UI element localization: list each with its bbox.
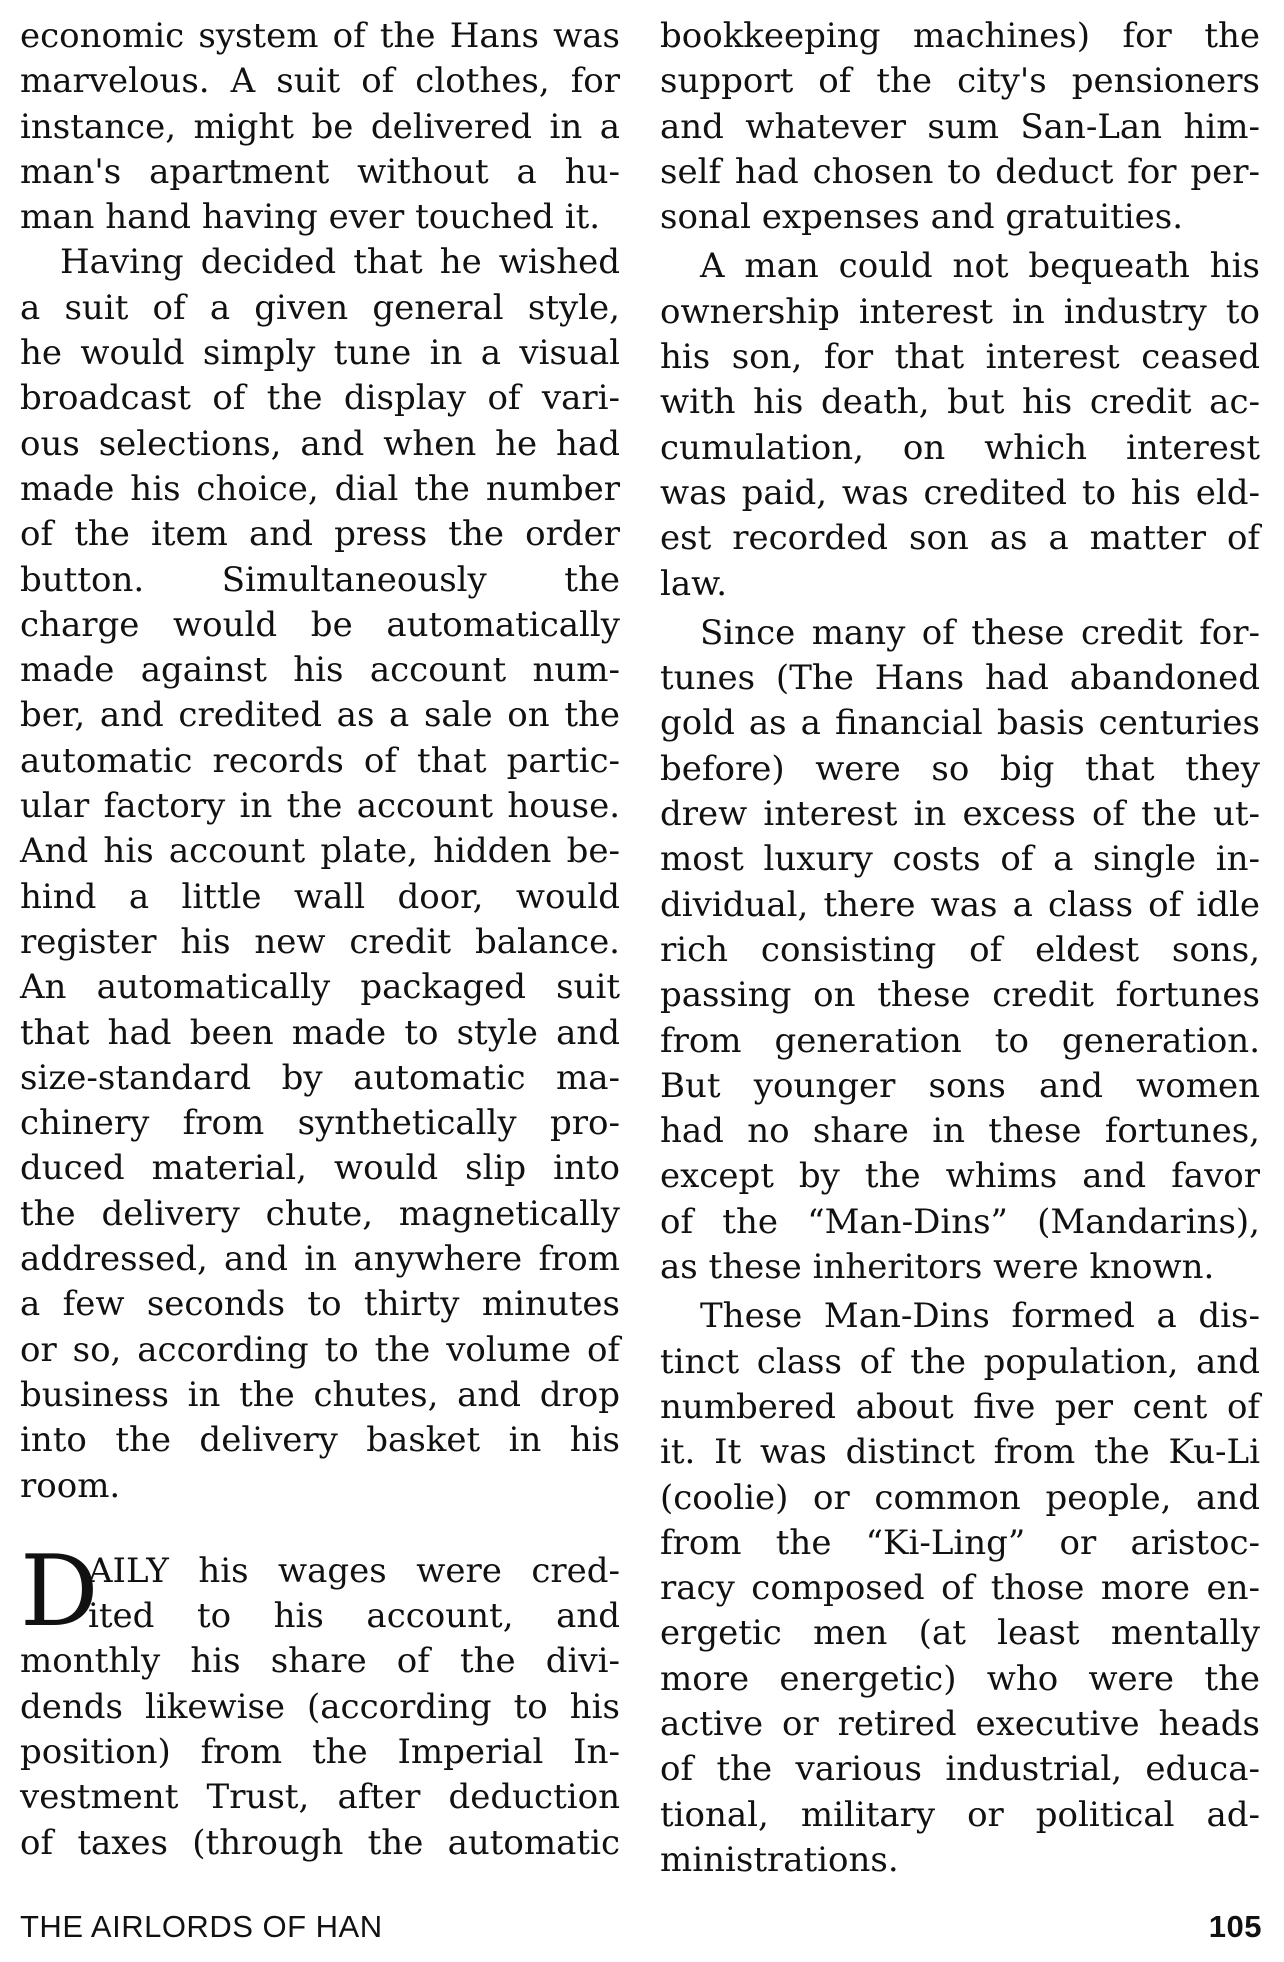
text-line: room. bbox=[20, 1465, 121, 1506]
text-line: tinct class of the population, and bbox=[660, 1341, 1260, 1382]
text-line: automatic records of that partic- bbox=[20, 740, 620, 781]
text-line: before) were so big that they bbox=[660, 748, 1260, 789]
text-line: made against his account num- bbox=[20, 650, 620, 691]
text-line: chinery from synthetically pro- bbox=[20, 1103, 620, 1144]
text-line: active or retired executive heads bbox=[660, 1703, 1260, 1744]
text-line: An automatically packaged suit bbox=[20, 967, 620, 1008]
left-text-column bbox=[20, 14, 620, 1866]
text-line: Having decided that he wished bbox=[60, 242, 620, 283]
text-line: But younger sons and women bbox=[660, 1065, 1260, 1106]
text-line: cumulation, on which interest bbox=[660, 427, 1260, 468]
text-line: most luxury costs of a single in- bbox=[660, 839, 1260, 880]
text-line: Since many of these credit for- bbox=[700, 612, 1260, 653]
text-line: tional, military or political ad- bbox=[660, 1794, 1260, 1835]
text-line: more energetic) who were the bbox=[660, 1658, 1260, 1699]
text-line: man's apartment without a hu- bbox=[20, 151, 620, 192]
page-footer bbox=[20, 1905, 1262, 1949]
text-line: except by the whims and favor bbox=[660, 1156, 1260, 1197]
text-line: passing on these credit fortunes bbox=[660, 975, 1260, 1016]
text-line: his son, for that interest ceased bbox=[660, 337, 1260, 378]
text-line: was paid, was credited to his eld- bbox=[660, 472, 1260, 513]
text-line: hind a little wall door, would bbox=[20, 876, 620, 917]
text-line: with his death, but his credit ac- bbox=[660, 382, 1260, 423]
text-line: broadcast of the display of vari- bbox=[20, 378, 620, 419]
text-line: ited to his account, and bbox=[88, 1596, 620, 1637]
text-line: size-standard by automatic ma- bbox=[20, 1057, 620, 1098]
text-line: numbered about five per cent of bbox=[660, 1386, 1260, 1427]
text-line: support of the city's pensioners bbox=[660, 61, 1260, 102]
text-line: or so, according to the volume of bbox=[20, 1329, 620, 1370]
text-line: of the item and press the order bbox=[20, 514, 620, 555]
paragraph bbox=[660, 244, 1260, 606]
text-line: drew interest in excess of the ut- bbox=[660, 794, 1260, 835]
right-text-column bbox=[660, 14, 1260, 1883]
text-line: it. It was distinct from the Ku-Li bbox=[660, 1432, 1260, 1473]
text-line: a few seconds to thirty minutes bbox=[20, 1284, 620, 1325]
text-line: and whatever sum San-Lan him- bbox=[660, 106, 1260, 147]
text-line: dends likewise (according to his bbox=[20, 1686, 620, 1727]
text-line: ous selections, and when he had bbox=[20, 423, 620, 464]
text-line: register his new credit balance. bbox=[20, 921, 620, 962]
text-line: ular factory in the account house. bbox=[20, 786, 620, 827]
text-line: And his account plate, hidden be- bbox=[20, 831, 620, 872]
text-line: from the “Ki-Ling” or aristoc- bbox=[660, 1522, 1260, 1563]
text-line: ber, and credited as a sale on the bbox=[20, 695, 620, 736]
paragraph bbox=[20, 14, 620, 240]
text-line: racy composed of those more en- bbox=[660, 1568, 1260, 1609]
text-line: marvelous. A suit of clothes, for bbox=[20, 61, 620, 102]
text-line: vestment Trust, after deduction bbox=[20, 1777, 620, 1818]
text-line: These Man-Dins formed a dis- bbox=[700, 1296, 1260, 1337]
text-line: rich consisting of eldest sons, bbox=[660, 929, 1260, 970]
text-line: ministrations. bbox=[660, 1839, 899, 1880]
text-line: addressed, and in anywhere from bbox=[20, 1239, 620, 1280]
text-line: dividual, there was a class of idle bbox=[660, 884, 1260, 925]
text-line: ergetic men (at least mentally bbox=[660, 1613, 1260, 1654]
paragraph bbox=[20, 240, 620, 1508]
text-line: bookkeeping machines) for the bbox=[660, 16, 1260, 56]
text-line: a suit of a given general style, bbox=[20, 287, 620, 328]
text-line: tunes (The Hans had abandoned bbox=[660, 658, 1260, 699]
text-line: as these inheritors were known. bbox=[660, 1247, 1215, 1288]
paragraph bbox=[660, 14, 1260, 240]
text-line: of taxes (through the automatic bbox=[20, 1822, 620, 1863]
paragraph bbox=[660, 1294, 1260, 1883]
text-line: the delivery chute, magnetically bbox=[20, 1193, 620, 1234]
text-line: that had been made to style and bbox=[20, 1012, 620, 1053]
text-line: from generation to generation. bbox=[660, 1020, 1260, 1061]
text-line: man hand having ever touched it. bbox=[20, 197, 601, 238]
drop-cap: D bbox=[20, 1534, 99, 1649]
text-line: into the delivery basket in his bbox=[20, 1420, 620, 1461]
text-line: made his choice, dial the number bbox=[20, 468, 620, 509]
text-line: A man could not bequeath his bbox=[700, 246, 1260, 287]
text-line: had no share in these fortunes, bbox=[660, 1111, 1260, 1152]
text-line: of the “Man-Dins” (Mandarins), bbox=[660, 1201, 1260, 1242]
text-line: gold as a financial basis centuries bbox=[660, 703, 1260, 744]
text-line: position) from the Imperial In- bbox=[20, 1731, 620, 1772]
paragraph bbox=[660, 611, 1260, 1290]
text-line: economic system of the Hans was bbox=[20, 16, 620, 56]
text-line: AILY his wages were cred- bbox=[88, 1550, 620, 1591]
text-line: business in the chutes, and drop bbox=[20, 1374, 620, 1415]
page-number: 105 bbox=[1208, 1909, 1262, 1944]
text-line: button. Simultaneously the bbox=[20, 559, 620, 600]
text-line: law. bbox=[660, 563, 728, 604]
text-line: he would simply tune in a visual bbox=[20, 333, 620, 374]
text-line: of the various industrial, educa- bbox=[660, 1749, 1260, 1790]
text-line: duced material, would slip into bbox=[20, 1148, 620, 1189]
text-line: (coolie) or common people, and bbox=[660, 1477, 1260, 1518]
text-line: charge would be automatically bbox=[20, 604, 620, 645]
text-line: ownership interest in industry to bbox=[660, 291, 1260, 332]
text-line: instance, might be delivered in a bbox=[20, 106, 620, 147]
text-line: est recorded son as a matter of bbox=[660, 518, 1260, 559]
running-title: THE AIRLORDS OF HAN bbox=[20, 1909, 383, 1944]
text-line: self had chosen to deduct for per- bbox=[660, 151, 1260, 192]
section-opening-paragraph bbox=[20, 1534, 620, 1866]
text-line: sonal expenses and gratuities. bbox=[660, 197, 1184, 238]
text-line: monthly his share of the divi- bbox=[20, 1641, 620, 1682]
